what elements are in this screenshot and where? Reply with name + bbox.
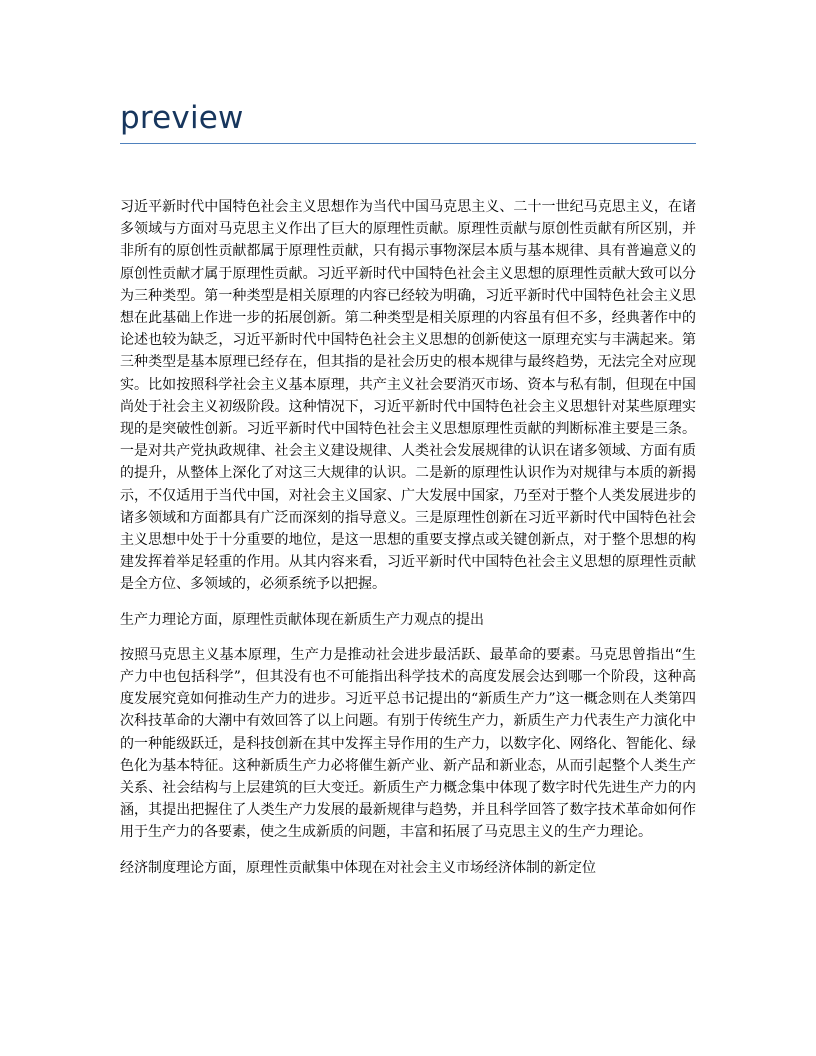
document-body [120, 196, 696, 892]
title-underline [120, 143, 696, 144]
paragraph-economic-heading: 经济制度理论方面，原理性贡献集中体现在对社会主义市场经济体制的新定位 [120, 859, 596, 876]
paragraph-productivity-body: 按照马克思主义基本原理，生产力是推动社会进步最活跃、最革命的要素。马克思曾指出“生产力中也包括科学”，但其没有也不可能指出科学技术的高度发展会达到哪一个阶段，这种高度发展究竟如何推动生产力的进步。习近平总书记提出的“新质生产力”这一概念则在人类第四次科技革命的大潮中有效回答了以上问题。有别于传统生产力，新质生产力代表生产力演化中的一种能级跃迁，是科技创新在其中发挥主导作用的生产力，以数字化、网络化、智能化、绿色化为基本特征。这种新质生产力必将催生新产业、新产品和新业态，从而引起整个人类生产关系、社会结构与上层建筑的巨大变迁。新质生产力概念集中体现了数字时代先进生产力的内涵，其提出把握住了人类生产力发展的最新规律与趋势，并且科学回答了数字技术革命如何作用于生产力的各要素，使之生成新质的问题，丰富和拓展了马克思主义的生产力理论。 [120, 646, 696, 841]
paragraph-productivity-heading: 生产力理论方面，原理性贡献体现在新质生产力观点的提出 [120, 611, 484, 628]
paragraph-intro: 习近平新时代中国特色社会主义思想作为当代中国马克思主义、二十一世纪马克思主义，在诸多领域与方面对马克思主义作出了巨大的原理性贡献。原理性贡献与原创性贡献有所区别，并非所有的原创性贡献都属于原理性贡献，只有揭示事物深层本质与基本规律、具有普遍意义的原创性贡献才属于原理性贡献。习近平新时代中国特色社会主义思想的原理性贡献大致可以分为三种类型。第一种类型是相关原理的内容已经较为明确，习近平新时代中国特色社会主义思想在此基础上作进一步的拓展创新。第二种类型是相关原理的内容虽有但不多，经典著作中的论述也较为缺乏，习近平新时代中国特色社会主义思想的创新使这一原理充实与丰满起来。第三种类型是基本原理已经存在，但其指的是社会历史的根本规律与最终趋势，无法完全对应现实。比如按照科学社会主义基本原理，共产主义社会要消灭市场、资本与私有制，但现在中国尚处于社会主义初级阶段。这种情况下，习近平新时代中国特色社会主义思想针对某些原理实现的是突破性创新。习近平新时代中国特色社会主义思想原理性贡献的判断标准主要是三条。一是对共产党执政规律、社会主义建设规律、人类社会发展规律的认识在诸多领域、方面有质的提升，从整体上深化了对这三大规律的认识。二是新的原理性认识作为对规律与本质的新揭示，不仅适用于当代中国，对社会主义国家、广大发展中国家，乃至对于整个人类发展进步的诸多领域和方面都具有广泛而深刻的指导意义。三是原理性创新在习近平新时代中国特色社会主义思想中处于十分重要的地位，是这一思想的重要支撑点或关键创新点，对于整个思想的构建发挥着举足轻重的作用。从其内容来看，习近平新时代中国特色社会主义思想的原理性贡献是全方位、多领域的，必须系统予以把握。 [120, 199, 696, 593]
document-title: preview [120, 100, 244, 136]
